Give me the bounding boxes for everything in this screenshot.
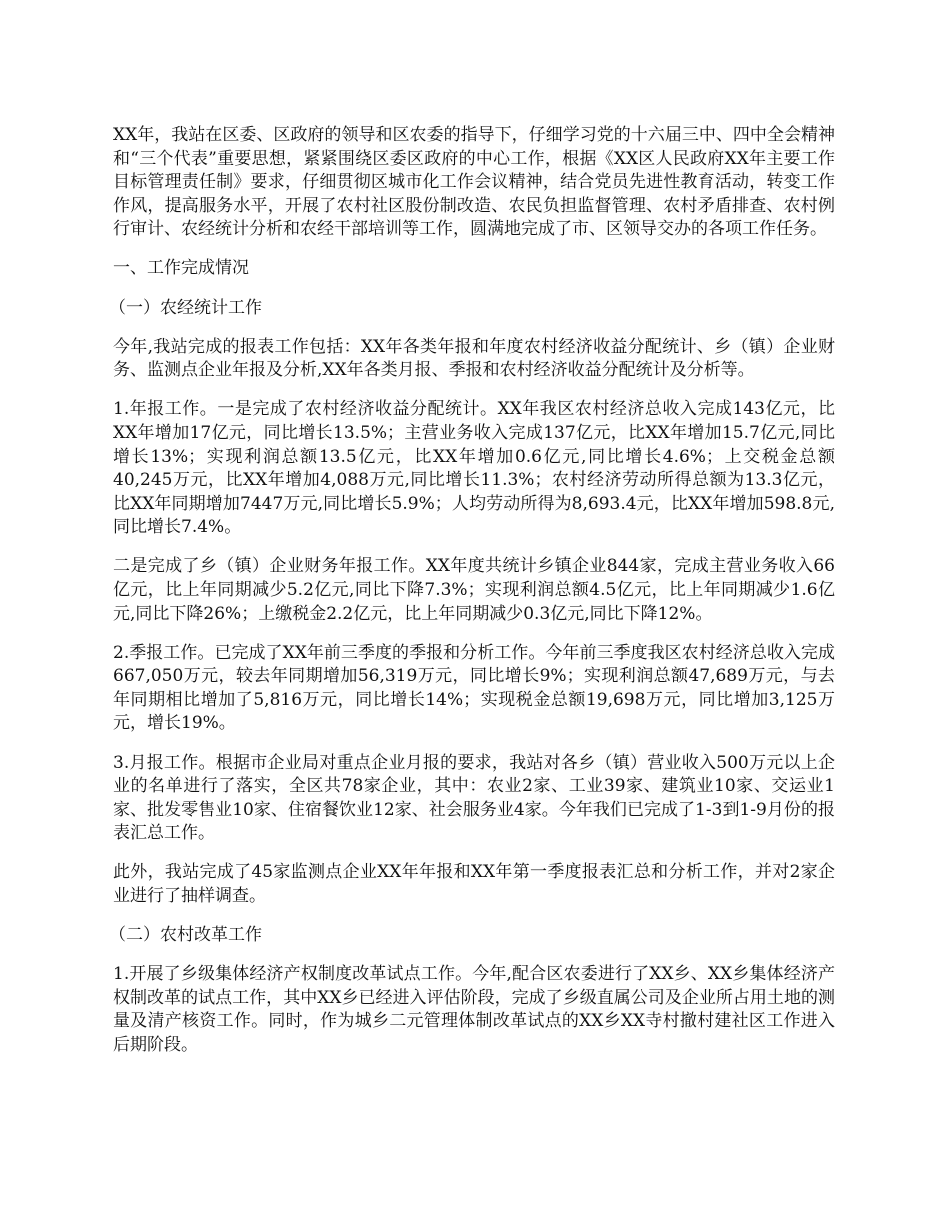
annual-report-paragraph: 1.年报工作。一是完成了农村经济收益分配统计。XX年我区农村经济总收入完成143亿元，比XX年增加17亿元，同比增长13.5%；主营业务收入完成137亿元，比XX年增加15.7亿元,同比增长13%；实现利润总额13.5亿元，比XX年增加0.6亿元,同比增长4.6%；上交税金总额40,245万元，比XX年增加4,088万元,同比增长11.3%；农村经济劳动所得总额为13.3亿元，比XX年同期增加7447万元,同比增长5.9%；人均劳动所得为8,693.4元，比XX年增加598.8元,同比增长7.4%。 (113, 399, 835, 538)
intro-paragraph: XX年，我站在区委、区政府的领导和区农委的指导下，仔细学习党的十六届三中、四中全会精神和“三个代表”重要思想，紧紧围绕区委区政府的中心工作，根据《XX区人民政府XX年主要工作目标管理责任制》要求，仔细贯彻区城市化工作会议精神，结合党员先进性教育活动，转变工作作风，提高服务水平，开展了农村社区股份制改造、农民负担监督管理、农村矛盾排查、农村例行审计、农经统计分析和农经干部培训等工作，圆满地完成了市、区领导交办的各项工作任务。 (113, 125, 835, 240)
subsection-heading-statistics: （一）农经统计工作 (109, 297, 262, 318)
section-heading-work-completion: 一、工作完成情况 (113, 258, 249, 279)
reform-pilot-paragraph: 1.开展了乡级集体经济产权制度改革试点工作。今年,配合区农委进行了XX乡、XX乡集体经济产权制改革的试点工作，其中XX乡已经进入评估阶段，完成了乡级直属公司及企业所占用土地的测量及清产核资工作。同时，作为城乡二元管理体制改革试点的XX乡XX寺村撤村建社区工作进入后期阶段。 (113, 964, 835, 1055)
subsection-heading-reform: （二）农村改革工作 (109, 925, 262, 946)
document-body (109, 124, 835, 1073)
township-enterprise-paragraph: 二是完成了乡（镇）企业财务年报工作。XX年度共统计乡镇企业844家，完成主营业务收入66亿元，比上年同期减少5.2亿元,同比下降7.3%；实现利润总额4.5亿元，比上年同期减少1.6亿元,同比下降26%；上缴税金2.2亿元，比上年同期减少0.3亿元,同比下降12%。 (113, 556, 835, 624)
statistics-overview-paragraph: 今年,我站完成的报表工作包括：XX年各类年报和年度农村经济收益分配统计、乡（镇）企业财务、监测点企业年报及分析,XX年各类月报、季报和农村经济收益分配统计及分析等。 (113, 336, 835, 381)
quarterly-report-paragraph: 2.季报工作。已完成了XX年前三季度的季报和分析工作。今年前三季度我区农村经济总收入完成667,050万元，较去年同期增加56,319万元，同比增长9%；实现利润总额47,689万元，与去年同期相比增加了5,816万元，同比增长14%；实现税金总额19,698万元，同比增加3,125万元，增长19%。 (113, 642, 835, 734)
monthly-report-paragraph: 3.月报工作。根据市企业局对重点企业月报的要求，我站对各乡（镇）营业收入500万元以上企业的名单进行了落实，全区共78家企业，其中：农业2家、工业39家、建筑业10家、交运业1家、批发零售业10家、住宿餐饮业12家、社会服务业4家。今年我们已完成了1-3到1-9月份的报表汇总工作。 (113, 752, 835, 844)
monitoring-point-paragraph: 此外，我站完成了45家监测点企业XX年年报和XX年第一季度报表汇总和分析工作，并对2家企业进行了抽样调查。 (113, 862, 835, 907)
